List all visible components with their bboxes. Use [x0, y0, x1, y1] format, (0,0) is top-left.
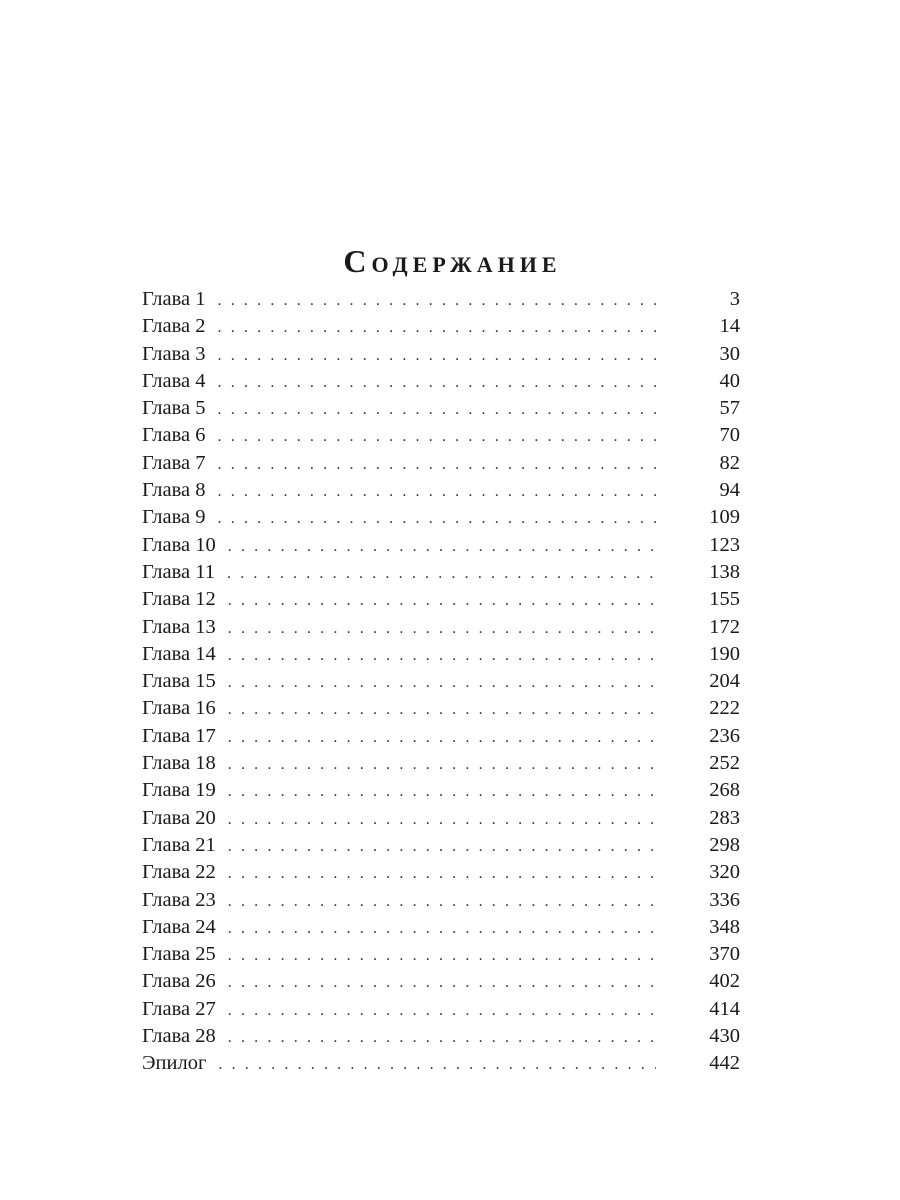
- toc-entry: [142, 1023, 740, 1050]
- toc-entry-page-number: 109: [709, 506, 740, 529]
- dot-leader: [228, 806, 656, 833]
- toc-entry-page-number: 30: [719, 342, 740, 365]
- dot-leader: [218, 287, 656, 314]
- toc-entry-label: Глава 18: [142, 752, 216, 775]
- toc-entry-label: Глава 13: [142, 615, 216, 638]
- dot-leader: [228, 642, 656, 669]
- toc-entry-page-number: 204: [709, 670, 740, 693]
- dot-leader: [228, 669, 656, 696]
- dot-leader: [228, 587, 656, 614]
- toc-entry-label: Глава 15: [142, 670, 216, 693]
- toc-entry: [142, 504, 740, 531]
- toc-entry: [142, 286, 740, 313]
- dot-leader: [218, 505, 656, 532]
- toc-entry: [142, 832, 740, 859]
- toc-entry-page-number: 370: [709, 943, 740, 966]
- toc-entry: [142, 777, 740, 804]
- toc-entry: [142, 668, 740, 695]
- toc-entry-label: Глава 9: [142, 506, 206, 529]
- dot-leader: [228, 833, 656, 860]
- toc-entry: [142, 805, 740, 832]
- toc-entry: [142, 614, 740, 641]
- toc-entry-label: Глава 25: [142, 943, 216, 966]
- dot-leader: [228, 533, 656, 560]
- toc-entry: [142, 341, 740, 368]
- dot-leader: [228, 778, 656, 805]
- toc-entry-page-number: 138: [709, 560, 740, 583]
- toc-entry: [142, 1050, 740, 1077]
- toc-entry-label: Эпилог: [142, 1052, 207, 1075]
- toc-entry-page-number: 14: [719, 315, 740, 338]
- toc-entry: [142, 750, 740, 777]
- toc-entry: [142, 450, 740, 477]
- toc-entry: [142, 859, 740, 886]
- toc-entry-page-number: 82: [719, 451, 740, 474]
- toc-entry: [142, 695, 740, 722]
- toc-entry-page-number: 320: [709, 861, 740, 884]
- toc-entry: [142, 559, 740, 586]
- dot-leader: [218, 1051, 656, 1078]
- toc-entry-label: Глава 4: [142, 369, 206, 392]
- toc-entry-label: Глава 5: [142, 397, 206, 420]
- toc-entry: [142, 996, 740, 1023]
- toc-entry: [142, 968, 740, 995]
- toc-entry-page-number: 155: [709, 588, 740, 611]
- dot-leader: [228, 915, 656, 942]
- dot-leader: [228, 942, 656, 969]
- toc-entry-label: Глава 6: [142, 424, 206, 447]
- toc-entry-label: Глава 21: [142, 833, 216, 856]
- toc-entry: [142, 368, 740, 395]
- toc-entry-label: Глава 24: [142, 915, 216, 938]
- toc-entry-page-number: 268: [709, 779, 740, 802]
- toc-entry-page-number: 3: [729, 288, 740, 310]
- toc-entry-label: Глава 17: [142, 724, 216, 747]
- toc-entry-label: Глава 12: [142, 588, 216, 611]
- dot-leader: [228, 1024, 656, 1051]
- toc-entry-page-number: 94: [719, 479, 740, 502]
- dot-leader: [227, 560, 656, 587]
- toc-entry-page-number: 57: [719, 397, 740, 420]
- toc-entry-page-number: 402: [709, 970, 740, 993]
- dot-leader: [218, 314, 656, 341]
- toc-entry-label: Глава 2: [142, 315, 206, 338]
- dot-leader: [228, 696, 656, 723]
- toc-entry-page-number: 442: [709, 1052, 740, 1075]
- dot-leader: [218, 342, 656, 369]
- toc-entry-label: Глава 10: [142, 533, 216, 556]
- dot-leader: [218, 396, 656, 423]
- dot-leader: [218, 451, 656, 478]
- toc-entry-label: Глава 22: [142, 861, 216, 884]
- toc-entry-page-number: 222: [709, 697, 740, 720]
- toc-entry-page-number: 348: [709, 915, 740, 938]
- toc-entry-page-number: 430: [709, 1025, 740, 1048]
- table-of-contents: [142, 286, 740, 1078]
- toc-entry: [142, 641, 740, 668]
- toc-entry-label: Глава 1: [142, 288, 206, 310]
- toc-entry-page-number: 414: [709, 997, 740, 1020]
- toc-entry-page-number: 283: [709, 806, 740, 829]
- toc-entry: [142, 914, 740, 941]
- dot-leader: [228, 888, 656, 915]
- toc-entry-label: Глава 26: [142, 970, 216, 993]
- dot-leader: [228, 969, 656, 996]
- toc-entry: [142, 723, 740, 750]
- toc-entry-label: Глава 11: [142, 560, 216, 583]
- toc-entry-label: Глава 19: [142, 779, 216, 802]
- toc-entry-label: Глава 7: [142, 451, 206, 474]
- toc-entry: [142, 532, 740, 559]
- toc-entry-page-number: 236: [709, 724, 740, 747]
- toc-entry-label: Глава 23: [142, 888, 216, 911]
- dot-leader: [228, 997, 656, 1024]
- dot-leader: [218, 478, 656, 505]
- dot-leader: [218, 423, 656, 450]
- toc-entry: [142, 395, 740, 422]
- toc-entry-label: Глава 14: [142, 642, 216, 665]
- toc-entry: [142, 586, 740, 613]
- dot-leader: [228, 751, 656, 778]
- toc-entry-page-number: 252: [709, 752, 740, 775]
- toc-entry-page-number: 190: [709, 642, 740, 665]
- dot-leader: [228, 860, 656, 887]
- dot-leader: [228, 724, 656, 751]
- toc-entry: [142, 477, 740, 504]
- dot-leader: [218, 369, 656, 396]
- toc-entry-page-number: 172: [709, 615, 740, 638]
- toc-entry-label: Глава 28: [142, 1025, 216, 1048]
- dot-leader: [228, 615, 656, 642]
- toc-entry-page-number: 40: [719, 369, 740, 392]
- toc-entry-label: Глава 8: [142, 479, 206, 502]
- toc-entry-page-number: 123: [709, 533, 740, 556]
- page-title: Содержание: [343, 243, 562, 280]
- toc-entry: [142, 887, 740, 914]
- toc-entry-page-number: 70: [719, 424, 740, 447]
- toc-entry-label: Глава 16: [142, 697, 216, 720]
- toc-entry: [142, 422, 740, 449]
- toc-entry-label: Глава 27: [142, 997, 216, 1020]
- toc-entry: [142, 941, 740, 968]
- toc-entry-label: Глава 20: [142, 806, 216, 829]
- toc-entry-page-number: 298: [709, 833, 740, 856]
- toc-entry-label: Глава 3: [142, 342, 206, 365]
- toc-entry: [142, 313, 740, 340]
- toc-entry-page-number: 336: [709, 888, 740, 911]
